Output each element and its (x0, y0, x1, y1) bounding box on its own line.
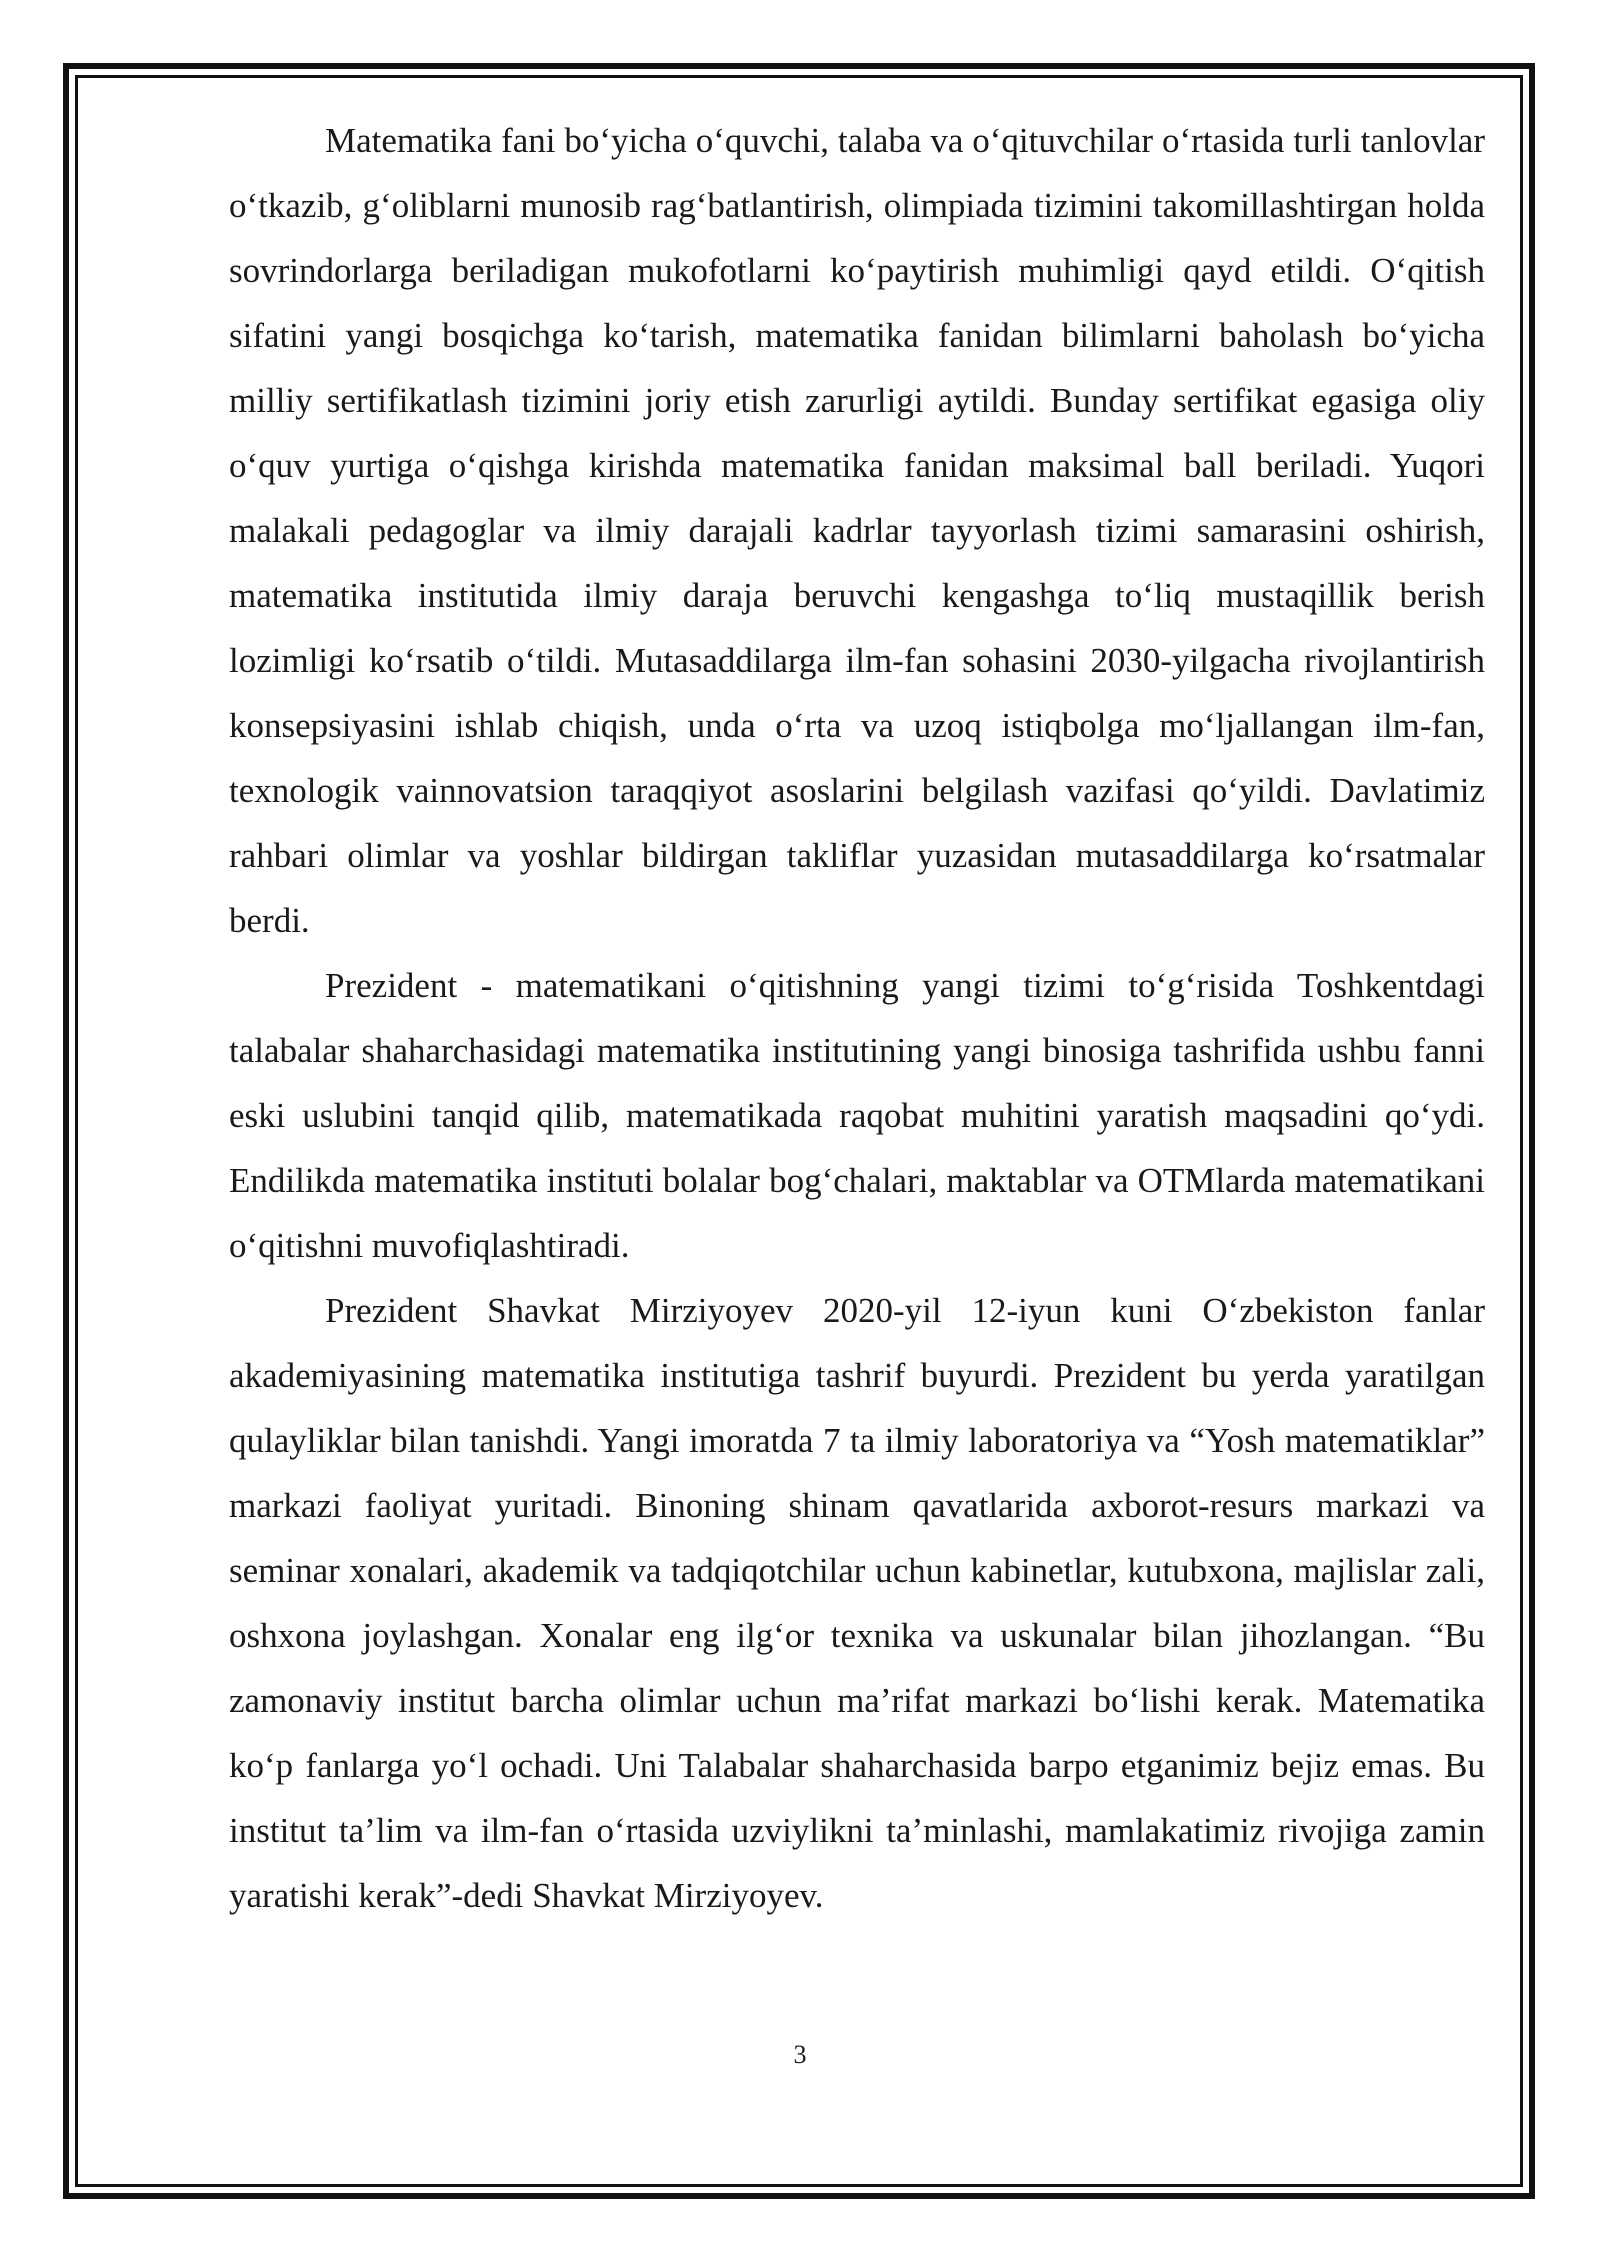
paragraph-3: Prezident Shavkat Mirziyoyev 2020-yil 12-iyun kuni O‘zbekiston fanlar akademiyasining matematika institutiga tashrif buyurdi. Prezident bu yerda yaratilgan qulayliklar bilan tanishdi. Yangi imoratda 7 ta ilmiy laboratoriya va “Yosh matematiklar” markazi faoliyat yuritadi. Binoning shinam qavatlarida axborot-resurs markazi va seminar xonalari, akademik va tadqiqotchilar uchun kabinetlar, kutubxona, majlislar zali, oshxona joylashgan. Xonalar eng ilg‘or texnika va uskunalar bilan jihozlangan. “Bu zamonaviy institut barcha olimlar uchun ma’rifat markazi bo‘lishi kerak. Matematika ko‘p fanlarga yo‘l ochadi. Uni Talabalar shaharchasida barpo etganimiz bejiz emas. Bu institut ta’lim va ilm-fan o‘rtasida uzviylikni ta’minlashi, mamlakatimiz rivojiga zamin yaratishi kerak”-dedi Shavkat Mirziyoyev. (229, 1291, 1485, 1915)
paragraph-1: Matematika fani bo‘yicha o‘quvchi, talaba va o‘qituvchilar o‘rtasida turli tanlovlar o‘tkazib, g‘oliblarni munosib rag‘batlantirish, olimpiada tizimini takomillashtirgan holda sovrindorlarga beriladigan mukofotlarni ko‘paytirish muhimligi qayd etildi. O‘qitish sifatini yangi bosqichga ko‘tarish, matematika fanidan bilimlarni baholash bo‘yicha milliy sertifikatlash tizimini joriy etish zarurligi aytildi. Bunday sertifikat egasiga oliy o‘quv yurtiga o‘qishga kirishda matematika fanidan maksimal ball beriladi. Yuqori malakali pedagoglar va ilmiy darajali kadrlar tayyorlash tizimi samarasini oshirish, matematika institutida ilmiy daraja beruvchi kengashga to‘liq mustaqillik berish lozimligi ko‘rsatib o‘tildi. Mutasaddilarga ilm-fan sohasini 2030-yilgacha rivojlantirish konsepsiyasini ishlab chiqish, unda o‘rta va uzoq istiqbolga mo‘ljallangan ilm-fan, texnologik vainnovatsion taraqqiyot asoslarini belgilash vazifasi qo‘yildi. Davlatimiz rahbari olimlar va yoshlar bildirgan takliflar yuzasidan mutasaddilarga ko‘rsatmalar berdi. (229, 121, 1485, 940)
paragraph-2: Prezident - matematikani o‘qitishning yangi tizimi to‘g‘risida Toshkentdagi talabalar shaharchasidagi matematika institutining yangi binosiga tashrifida ushbu fanni eski uslubini tanqid qilib, matematikada raqobat muhitini yaratish maqsadini qo‘ydi. Endilikda matematika instituti bolalar bog‘chalari, maktablar va OTMlarda matematikani o‘qitishni muvofiqlashtiradi. (229, 966, 1485, 1265)
page-number: 3 (793, 2040, 807, 2069)
document-body (229, 108, 1485, 1928)
